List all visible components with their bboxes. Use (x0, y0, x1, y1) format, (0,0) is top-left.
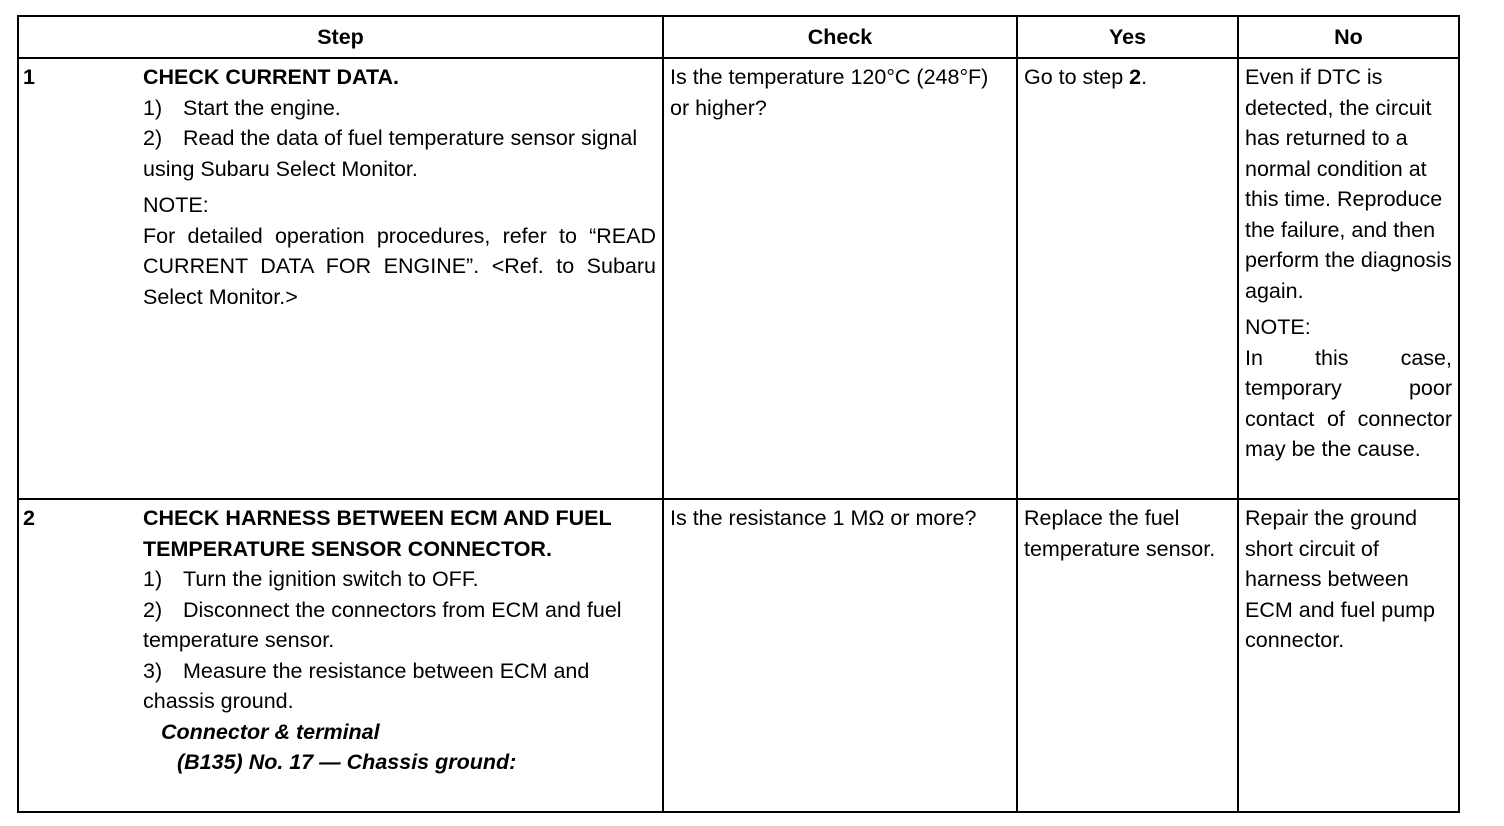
header-yes: Yes (1017, 16, 1238, 58)
connector-label: Connector & terminal (161, 719, 380, 744)
check-cell (663, 58, 1017, 499)
step-title: CHECK HARNESS BETWEEN ECM AND FUEL TEMPERATURE SENSOR CONNECTOR. (143, 506, 612, 561)
note-text: In this case, temporary poor contact of connector may be the cause. (1245, 345, 1452, 461)
substep (143, 123, 656, 184)
substep-number: 1) (143, 95, 163, 120)
yes-suffix: . (1141, 65, 1148, 89)
check-text: Is the resistance 1 MΩ or more? (670, 506, 977, 530)
note-label: NOTE: (143, 193, 209, 217)
table-row (18, 499, 1459, 812)
substep (143, 656, 656, 717)
substep (143, 564, 656, 595)
yes-text: Replace the fuel temperature sensor. (1024, 506, 1216, 561)
no-text: Even if DTC is detected, the circuit has returned to a normal condition at this time. Reproduce the failure, and then perform the diagnosis again. (1245, 65, 1452, 303)
substep-number: 1) (143, 567, 163, 591)
substep-text: Turn the ignition switch to OFF. (183, 567, 479, 591)
step-cell (18, 499, 663, 812)
yes-cell (1017, 499, 1238, 812)
substep-text: Measure the resistance between ECM and chassis ground. (143, 658, 590, 713)
step-number: 1 (23, 65, 35, 89)
step-body (143, 500, 662, 782)
substep-text: Start the engine. (183, 95, 341, 120)
step-number: 2 (23, 506, 35, 530)
header-check: Check (663, 16, 1017, 58)
no-cell (1238, 499, 1459, 812)
check-text: Is the temperature 120°C (248°F) or higher? (670, 65, 989, 120)
check-cell (663, 499, 1017, 812)
note-text: For detailed operation procedures, refer to “READ CURRENT DATA FOR ENGINE”. <Ref. to Subaru Select Monitor.> (143, 223, 656, 309)
step-body (143, 59, 662, 316)
step-title: CHECK CURRENT DATA. (143, 65, 399, 89)
header-step: Step (18, 16, 663, 58)
no-cell (1238, 58, 1459, 499)
header-no: No (1238, 16, 1459, 58)
substep-number: 2) (143, 126, 163, 150)
substep-number: 3) (143, 658, 163, 683)
substep (143, 595, 656, 656)
substep (143, 93, 656, 124)
table-row (18, 58, 1459, 499)
step-cell (18, 58, 663, 499)
substep-text: Read the data of fuel temperature sensor signal using Subaru Select Monitor. (143, 126, 638, 181)
no-text: Repair the ground short circuit of harness between ECM and fuel pump connector. (1245, 506, 1436, 652)
connector-value: (B135) No. 17 — Chassis ground: (177, 750, 517, 774)
note-label: NOTE: (1245, 315, 1311, 339)
header-row (18, 16, 1459, 58)
yes-step-link: 2 (1129, 65, 1142, 89)
yes-prefix: Go to step (1024, 65, 1130, 89)
diagnostic-table (17, 15, 1460, 813)
yes-cell (1017, 58, 1238, 499)
substep-number: 2) (143, 597, 163, 622)
substep-text: Disconnect the connectors from ECM and fuel temperature sensor. (143, 597, 622, 652)
